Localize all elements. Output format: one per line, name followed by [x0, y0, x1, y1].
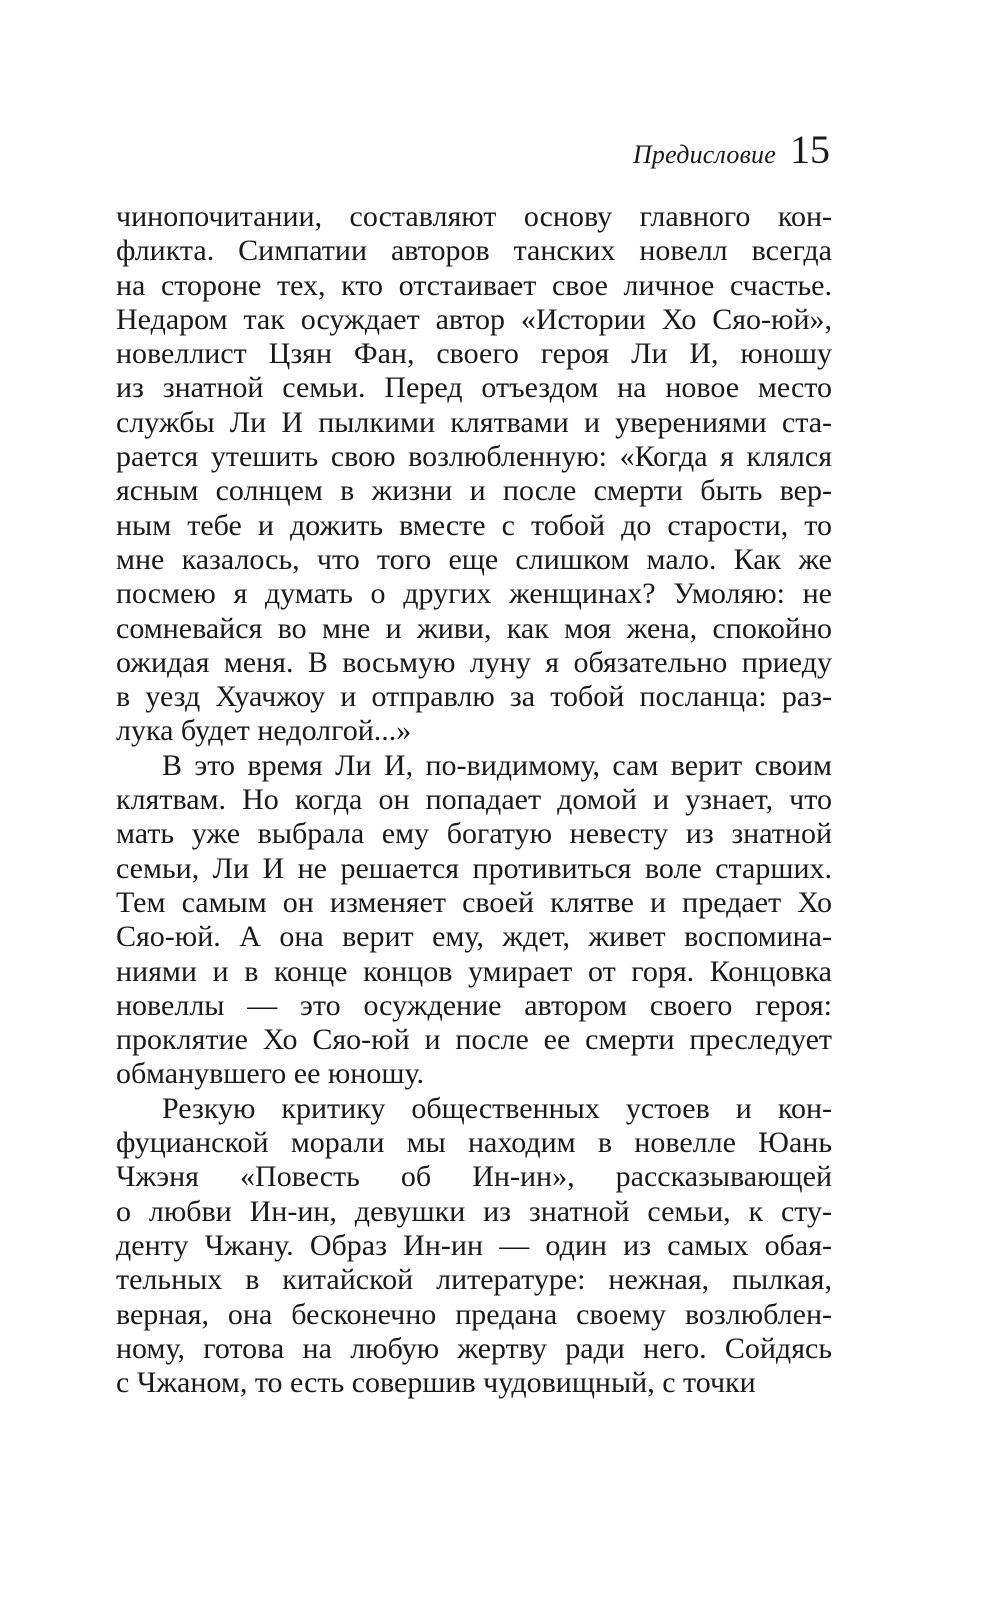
text-line: ному, готова на любую жертву ради него. Сойдясь	[116, 1331, 832, 1365]
text-line: Сяо-юй. А она верит ему, ждет, живет воспомина-	[116, 920, 832, 954]
text-line: Чжэня «Повесть об Ин-ин», рассказывающей	[116, 1160, 832, 1194]
text-line: верная, она бесконечно предана своему возлюблен-	[116, 1297, 832, 1331]
text-line: проклятие Хо Сяо-юй и после ее смерти преследует	[116, 1023, 832, 1057]
text-line: лука будет недолгой...»	[116, 714, 412, 748]
text-line: денту Чжану. Образ Ин-ин — один из самых обая-	[116, 1228, 832, 1262]
text-line: из знатной семьи. Перед отъездом на новое место	[116, 371, 832, 405]
paragraph	[116, 200, 832, 749]
text-line: Резкую критику общественных устоев и кон-	[162, 1091, 832, 1125]
text-line: Тем самым он изменяет своей клятве и предает Хо	[116, 885, 832, 919]
text-line: семьи, Ли И не решается противиться воле старших.	[116, 851, 832, 885]
text-line: чинопочитании, составляют основу главного кон-	[116, 200, 832, 233]
text-line: рается утешить свою возлюбленную: «Когда я клялся	[116, 440, 832, 474]
section-title: Предисловие	[632, 140, 776, 169]
text-line: фликта. Симпатии авторов танских новелл всегда	[116, 234, 832, 268]
text-line: обманувшего ее юношу.	[116, 1057, 424, 1091]
text-line: мать уже выбрала ему богатую невесту из знатной	[116, 817, 832, 851]
text-line: в уезд Хуачжоу и отправлю за тобой посланца: раз-	[116, 680, 832, 714]
text-line: ожидая меня. В восьмую луну я обязательно приеду	[116, 645, 832, 679]
text-line: новеллист Цзян Фан, своего героя Ли И, юношу	[116, 337, 832, 371]
paragraph	[116, 1092, 832, 1401]
text-line: ным тебе и дожить вместе с тобой до старости, то	[116, 508, 832, 542]
text-line: В это время Ли И, по-видимому, сам верит своим	[162, 748, 832, 782]
text-line: сомневайся во мне и живи, как моя жена, спокойно	[116, 611, 832, 645]
text-line: новеллы — это осуждение автором своего героя:	[116, 988, 832, 1022]
text-line: о любви Ин-ин, девушки из знатной семьи, к сту-	[116, 1194, 832, 1228]
text-line: Недаром так осуждает автор «Истории Хо Сяо-юй»,	[116, 302, 832, 336]
text-line: фуцианской морали мы находим в новелле Юань	[116, 1126, 832, 1160]
text-line: ниями и в конце концов умирает от горя. Концовка	[116, 954, 832, 988]
text-line: с Чжаном, то есть совершив чудовищный, с точки	[116, 1366, 756, 1400]
page-number: 15	[790, 127, 830, 172]
text-line: мне казалось, что того еще слишком мало. Как же	[116, 542, 832, 576]
text-line: тельных в китайской литературе: нежная, пылкая,	[116, 1263, 832, 1297]
running-head	[632, 127, 830, 172]
body-text	[116, 200, 832, 1400]
text-line: на стороне тех, кто отстаивает свое личное счастье.	[116, 268, 832, 302]
paragraph	[116, 749, 832, 1092]
text-line: посмею я думать о других женщинах? Умоляю: не	[116, 577, 832, 611]
text-line: клятвам. Но когда он попадает домой и узнает, что	[116, 783, 832, 817]
text-line: ясным солнцем в жизни и после смерти быть вер-	[116, 474, 832, 508]
text-line: службы Ли И пылкими клятвами и уверениями ста-	[116, 405, 832, 439]
